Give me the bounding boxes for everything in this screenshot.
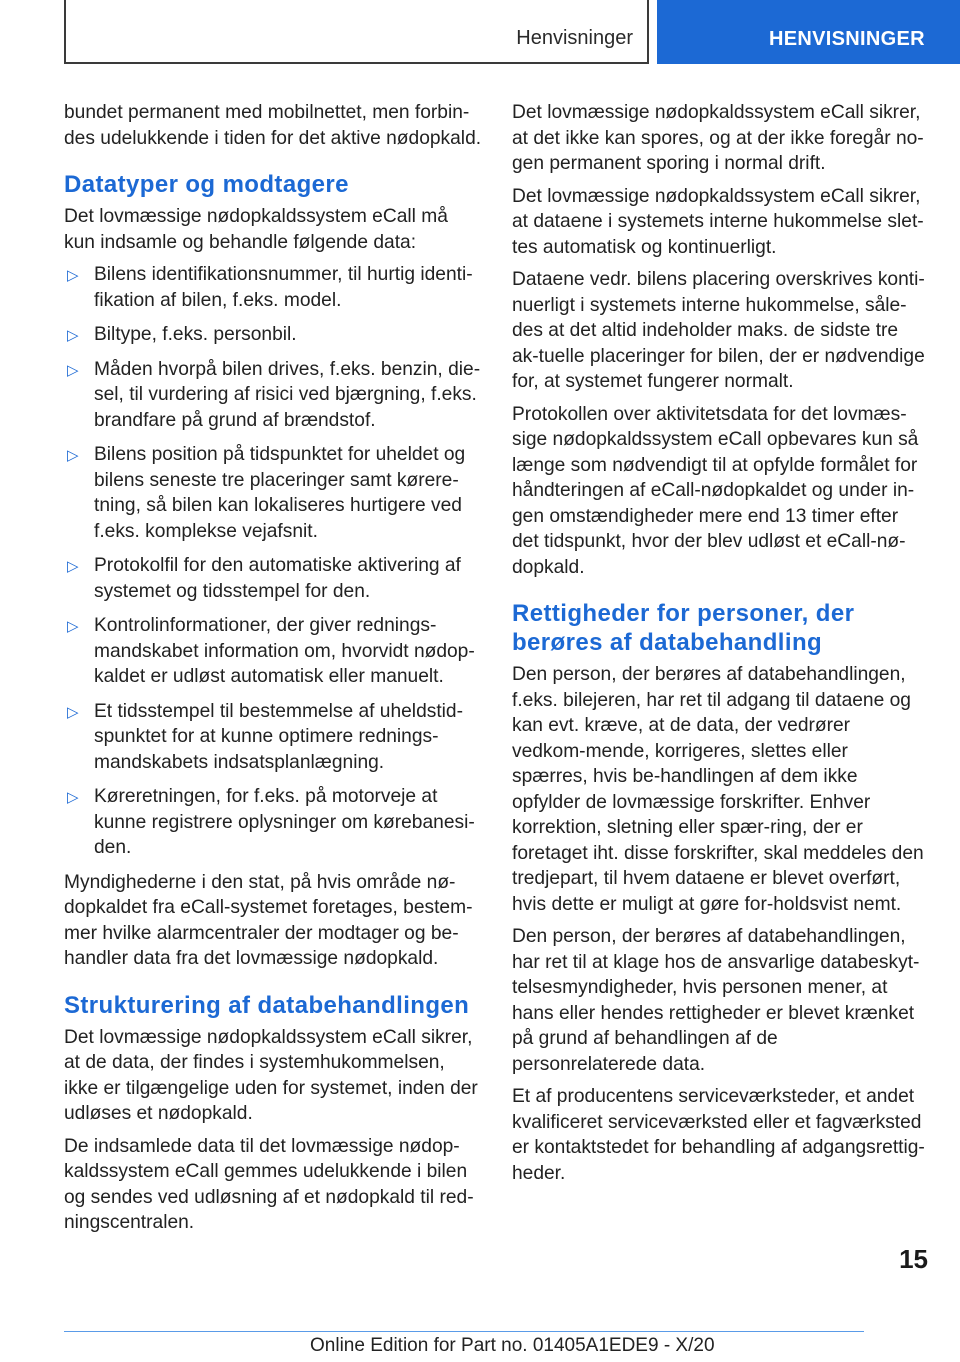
list-item: ▷ Protokolfil for den automatiske aktivering af systemet og tidsstempel for den. bbox=[67, 555, 461, 602]
list-item: ▷ Bilens position på tidspunktet for uheldet og bilens seneste tre placeringer samt kørere-tning, så bilen kan lokaliseres hurtigere ved f.eks. komplekse vejafsnit. bbox=[67, 444, 466, 542]
paragraph: Det lovmæssige nødopkaldssystem eCall må kun indsamle og behandle følgende data: bbox=[64, 206, 448, 253]
paragraph: Det lovmæssige nødopkaldssystem eCall sikrer, at de data, der findes i systemhukommelsen, ikke er tilgængelige uden for systemet, inden der udløses et nødopkald. bbox=[64, 1026, 478, 1124]
paragraph: Det lovmæssige nødopkaldssystem eCall sikrer, at det ikke kan spores, og at der ikke foregår no-gen permanent sporing i normal drift. bbox=[512, 102, 924, 174]
intro-paragraph: bundet permanent med mobilnettet, men forbin-des udelukkende i tiden for det aktive nødopkald. bbox=[64, 102, 482, 149]
paragraph: De indsamlede data til det lovmæssige nødop-kaldssystem eCall gemmes udelukkende i bilen og sendes ved udløsning af et nødopkald til red-ningscentralen. bbox=[64, 1135, 474, 1233]
heading-structuring: Strukturering af databehandlingen bbox=[64, 991, 470, 1019]
section-label: Henvisninger bbox=[516, 27, 633, 49]
list-item: ▷ Et tidsstempel til bestemmelse af uheldstid-spunktet for at kunne optimere rednings-mandskabets indsatsplanlægning. bbox=[67, 700, 463, 773]
heading-rights: Rettigheder for personer, der berøres af databehandling bbox=[512, 600, 855, 656]
triangle-bullet-icon: ▷ bbox=[67, 703, 79, 721]
paragraph: Dataene vedr. bilens placering overskrives konti-nuerligt i systemets interne hukommelse, såle-des at det altid indeholder maks. de sidste tre ak-tuelle placeringer for bilen, der er nødvendige for, at systemet fungerer normalt. bbox=[512, 269, 925, 392]
list-item: ▷ Bilens identifikationsnummer, til hurtig identi-fikation af bilen, f.eks. model. bbox=[67, 264, 473, 311]
paragraph: Den person, der berøres af databehandlingen, f.eks. bilejeren, har ret til adgang til dataene og kan evt. kræve, at de data, der vedrører vedkom-mende, korrigeres, slettes eller spærres, hvis be-handlingen af dem ikke opfylder de lovmæssige forskrifter. Enhver korrektion, sletning eller spær-ring, der er foretaget iht. disse forskrifter, skal meddeles den tredjepart, til hvem dataene er blevet overført, hvis dette er muligt at gøre for-holdsvist nemt. bbox=[512, 664, 924, 915]
triangle-bullet-icon: ▷ bbox=[67, 618, 79, 635]
data-types-list bbox=[64, 262, 482, 861]
paragraph: Et af producentens serviceværksteder, et andet kvalificeret serviceværksted eller et fagværksted er kontaktstedet for behandling af adgangsrettig-heder. bbox=[512, 1086, 925, 1184]
footer-divider bbox=[64, 1331, 864, 1332]
triangle-bullet-icon: ▷ bbox=[67, 789, 79, 806]
footer-edition: Online Edition for Part no. 01405A1EDE9 - X/20 bbox=[310, 1335, 715, 1356]
header-box bbox=[64, 0, 649, 64]
triangle-bullet-icon: ▷ bbox=[67, 361, 79, 379]
heading-data-types: Datatyper og modtagere bbox=[64, 171, 349, 198]
list-item: ▷ Biltype, f.eks. personbil. bbox=[64, 322, 482, 348]
list-item: ▷ Kontrolinformationer, der giver rednings-mandskabet information om, hvorvidt nødop-kaldet er udløst automatisk eller manuelt. bbox=[67, 615, 475, 687]
paragraph: Protokollen over aktivitetsdata for det lovmæs-sige nødopkaldssystem eCall opbevares kun så længe som nødvendigt til at opfylde formålet for håndteringen af eCall-nødopkaldet og under in-gen omstændigheder mere end 13 timer efter det tidspunkt, hvor der blev udløst et eCall-nø-dopkald. bbox=[512, 403, 919, 578]
list-item: ▷ Måden hvorpå bilen drives, f.eks. benzin, die-sel, til vurdering af risici ved bjærgning, f.eks. brandfare på grund af brændstof. bbox=[67, 358, 481, 431]
triangle-bullet-icon: ▷ bbox=[67, 447, 79, 464]
triangle-bullet-icon: ▷ bbox=[67, 327, 79, 344]
paragraph: Den person, der berøres af databehandlingen, har ret til at klage hos de ansvarlige databeskyt-telsesmyndigheder, hvis personen mener, at hans eller hendes rettigheder er blevet krænket på grund af behandlingen af de personrelaterede data. bbox=[512, 926, 920, 1075]
left-column bbox=[64, 100, 482, 1243]
triangle-bullet-icon: ▷ bbox=[67, 558, 79, 575]
section-tab: HENVISNINGER bbox=[657, 0, 960, 64]
paragraph: Myndighederne i den stat, på hvis område nø-dopkaldet fra eCall-systemet foretages, bestem-mer hvilke alarmcentraler der modtager og be-handler data fra det lovmæssige nødopkald. bbox=[64, 871, 473, 969]
triangle-bullet-icon: ▷ bbox=[67, 267, 79, 284]
list-item: ▷ Kørеretningen, for f.eks. på motorveje at kunne registrere oplysninger om kørebanesi-den. bbox=[67, 786, 475, 858]
page-number: 15 bbox=[899, 1244, 928, 1274]
right-column bbox=[512, 100, 928, 1193]
paragraph: Det lovmæssige nødopkaldssystem eCall sikrer, at dataene i systemets interne hukommelse slet-tes automatisk og kontinuerligt. bbox=[512, 185, 924, 258]
